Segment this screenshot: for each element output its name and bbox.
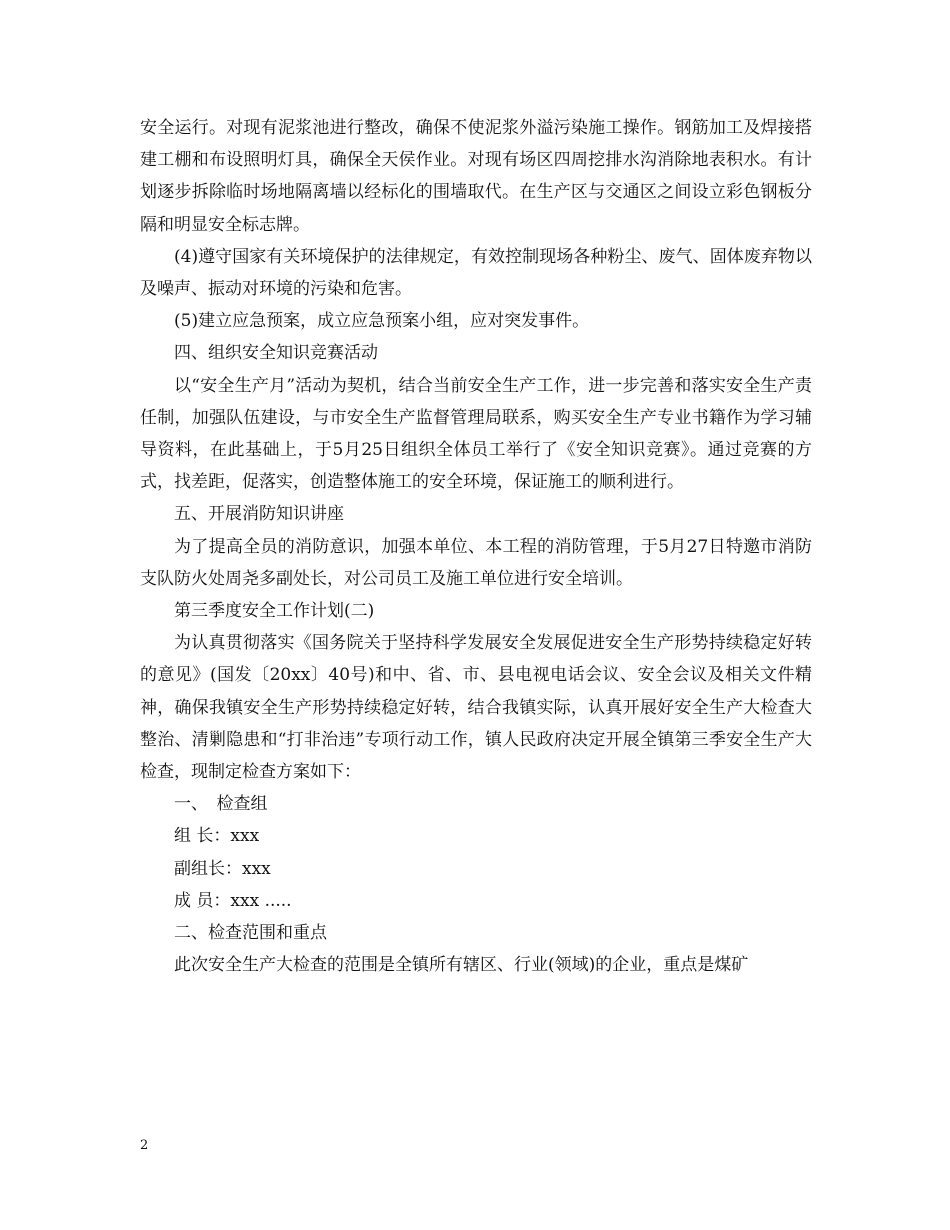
paragraph: 四、组织安全知识竞赛活动 xyxy=(174,343,378,364)
paragraph: 为认真贯彻落实《国务院关于坚持科学发展安全发展促进安全生产形势持续稳定好转的意见》(国发〔20xx〕40号)和中、省、市、县电视电话会议、安全会议及相关文件精神，确保我镇安全生产形势持续稳定好转，结合我镇实际，认真开展好安全生产大检查大整治、清剿隐患和“打非治违”专项行动工作，镇人民政府决定开展全镇第三季安全生产大检查，现制定检查方案如下： xyxy=(140,633,812,783)
paragraph: 组 长：xxx xyxy=(174,826,260,847)
paragraph: 一、 检查组 xyxy=(174,794,268,815)
paragraph: (4)遵守国家有关环境保护的法律规定，有效控制现场各种粉尘、废气、固体废弃物以及噪声、振动对环境的污染和危害。 xyxy=(140,246,812,300)
page-number: 2 xyxy=(140,1138,149,1153)
paragraph: 二、检查范围和重点 xyxy=(174,923,327,944)
paragraph: 副组长：xxx xyxy=(174,858,271,879)
paragraph: 为了提高全员的消防意识，加强本单位、本工程的消防管理，于5月27日特邀市消防支队防火处周尧多副处长，对公司员工及施工单位进行安全培训。 xyxy=(140,536,812,589)
paragraph: 此次安全生产大检查的范围是全镇所有辖区、行业(领域)的企业，重点是煤矿 xyxy=(174,955,749,976)
paragraph: 以“安全生产月”活动为契机，结合当前安全生产工作，进一步完善和落实安全生产责任制，加强队伍建设，与市安全生产监督管理局联系，购买安全生产专业书籍作为学习辅导资料，在此基础上，于5月25日组织全体员工举行了《安全知识竞赛》。通过竞赛的方式，找差距，促落实，创造整体施工的安全环境，保证施工的顺利进行。 xyxy=(140,375,812,493)
document-body xyxy=(140,112,812,981)
paragraph: (5)建立应急预案，成立应急预案小组，应对突发事件。 xyxy=(174,311,590,332)
paragraph: 五、开展消防知识讲座 xyxy=(174,504,344,525)
paragraph: 第三季度安全工作计划(二) xyxy=(174,601,375,622)
paragraph: 成 员：xxx ..... xyxy=(174,890,292,911)
paragraph: 安全运行。对现有泥浆池进行整改，确保不使泥浆外溢污染施工操作。钢筋加工及焊接搭建工棚和布设照明灯具，确保全天侯作业。对现有场区四周挖排水沟消除地表积水。有计划逐步拆除临时场地隔离墙以经标化的围墙取代。在生产区与交通区之间设立彩色钢板分隔和明显安全标志牌。 xyxy=(140,118,812,235)
